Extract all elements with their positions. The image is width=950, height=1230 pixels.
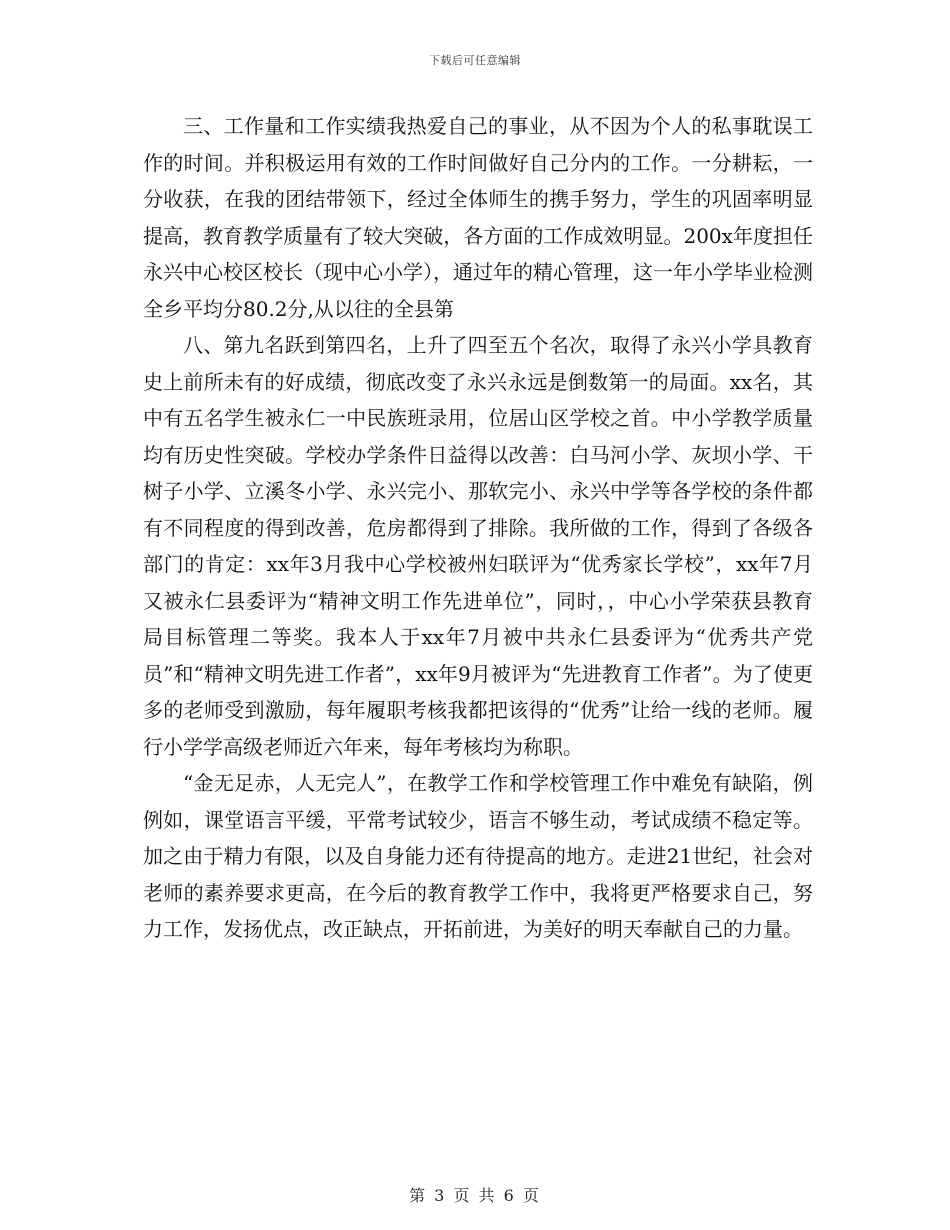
paragraph-work-achievements: 三、工作量和工作实绩我热爱自己的事业，从不因为个人的私事耽误工作的时间。并积极运用有效的工作时间做好自己分内的工作。一分耕耘，一分收获，在我的团结带领下，经过全体师生的携手努力，学生的巩固率明显提高，教育教学质量有了较大突破，各方面的工作成效明显。200x年度担任永兴中心校区校长（现中心小学），通过年的精心管理，这一年小学毕业检测全乡平均分80.2分,从以往的全县第 bbox=[143, 114, 813, 321]
paragraph-shortcomings: “金无足赤，人无完人”，在教学工作和学校管理工作中难免有缺陷，例 例如，课堂语言平缓，平常考试较少，语言不够生动，考试成绩不稳定等。加之由于精力有限，以及自身能力还有待提高的地方。走进21世纪，社会对老师的素养要求更高，在今后的教育教学工作中，我将更严格要求自己，努力工作，发扬优点，改正缺点，开拓前进，为美好的明天奉献自己的力量。 bbox=[143, 771, 813, 941]
paragraph-ranking-improvement: 八、第九名跃到第四名，上升了四至五个名次，取得了永兴小学具教育史上前所未有的好成绩，彻底改变了永兴永远是倒数第一的局面。xx名，其中有五名学生被永仁一中民族班录用，位居山区学校之首。中小学教学质量均有历史性突破。学校办学条件日益得以改善：白马河小学、灰坝小学、干树子小学、立溪冬小学、永兴完小、那软完小、永兴中学等各学校的条件都有不同程度的得到改善，危房都得到了排除。我所做的工作，得到了各级各部门的肯定：xx年3月我中心学校被州妇联评为“优秀家长学校”，xx年7月又被永仁县委评为“精神文明工作先进单位”，同时，，中心小学荣获县教育局目标管理二等奖。我本人于xx年7月被中共永仁县委评为“优秀共产党员”和“精神文明先进工作者”，xx年9月被评为“先进教育工作者”。为了使更多的老师受到激励，每年履职考核我都把该得的“优秀”让给一线的老师。履行小学学高级老师近六年来，每年考核均为称职。 bbox=[143, 333, 813, 759]
page-number-footer: 第 3 页 共 6 页 bbox=[409, 1186, 541, 1205]
document-body bbox=[143, 108, 813, 948]
page-header: 下载后可任意编辑 bbox=[429, 54, 521, 67]
